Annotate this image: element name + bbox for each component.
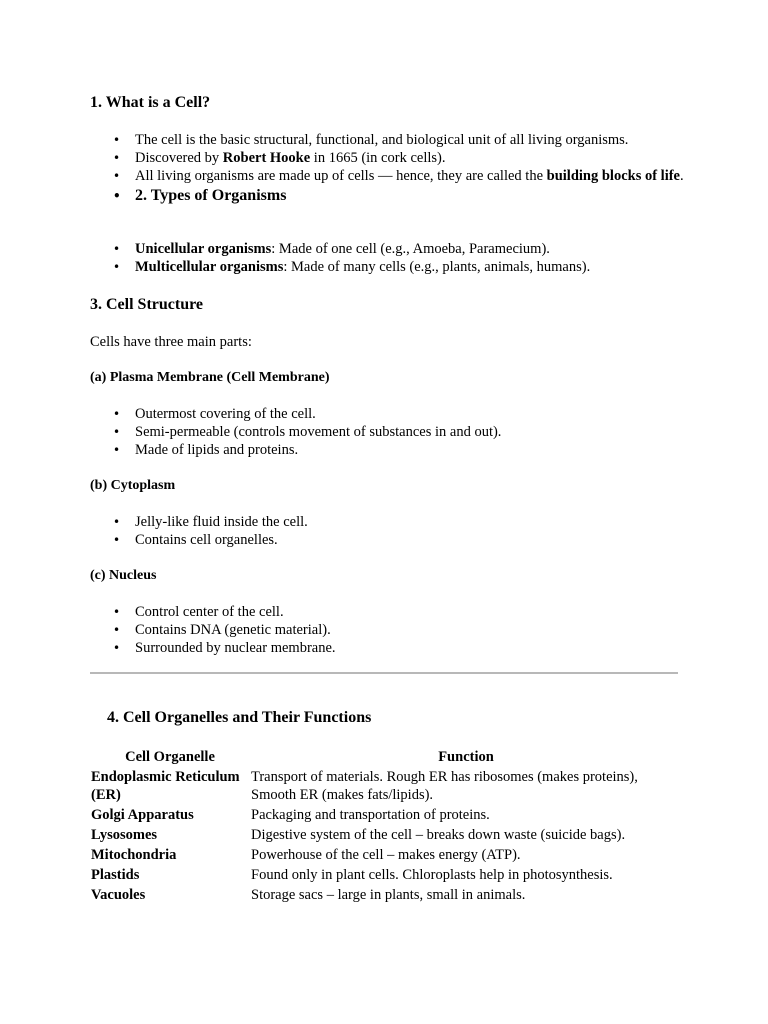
section-1-list — [90, 131, 725, 207]
organelle-cell: Vacuoles — [91, 887, 146, 903]
table-row — [90, 885, 682, 905]
subsection-a-list — [90, 405, 725, 459]
list-item: • Surrounded by nuclear membrane. — [135, 639, 725, 657]
list-item: • Made of lipids and proteins. — [135, 441, 725, 459]
subsection-b-list — [90, 513, 725, 549]
function-cell: Powerhouse of the cell – makes energy (ATP). — [251, 847, 521, 863]
table-row — [90, 865, 682, 885]
section-3-intro: Cells have three main parts: — [90, 334, 252, 350]
table-row — [90, 845, 682, 865]
section-4-heading: 4. Cell Organelles and Their Functions — [107, 709, 372, 726]
function-cell: Packaging and transportation of proteins. — [251, 807, 490, 823]
function-cell: Transport of materials. Rough ER has ribosomes (makes proteins), Smooth ER (makes fats/lipids). — [251, 769, 638, 803]
organelle-cell: Golgi Apparatus — [91, 807, 194, 823]
subsection-a-heading: (a) Plasma Membrane (Cell Membrane) — [90, 370, 330, 385]
list-item: • The cell is the basic structural, functional, and biological unit of all living organisms. — [135, 131, 725, 149]
function-cell: Storage sacs – large in plants, small in animals. — [251, 887, 526, 903]
organelle-cell: Lysosomes — [91, 827, 158, 843]
subsection-c-heading: (c) Nucleus — [90, 568, 157, 583]
list-item: • Control center of the cell. — [135, 603, 725, 621]
table-header-row — [90, 747, 682, 767]
list-item: • Unicellular organisms: Made of one cell (e.g., Amoeba, Paramecium). — [135, 240, 725, 258]
horizontal-rule — [90, 672, 678, 674]
subsection-c-list — [90, 603, 725, 657]
organelle-cell: Mitochondria — [91, 847, 177, 863]
list-item: • Multicellular organisms: Made of many cells (e.g., plants, animals, humans). — [135, 258, 725, 276]
column-header: Cell Organelle — [125, 749, 215, 765]
table-row — [90, 767, 682, 805]
list-item: • Discovered by Robert Hooke in 1665 (in cork cells). — [135, 149, 725, 167]
list-item: • Contains DNA (genetic material). — [135, 621, 725, 639]
function-cell: Found only in plant cells. Chloroplasts help in photosynthesis. — [251, 867, 613, 883]
function-cell: Digestive system of the cell – breaks down waste (suicide bags). — [251, 827, 626, 843]
organelle-table — [90, 747, 682, 905]
subsection-b-heading: (b) Cytoplasm — [90, 478, 176, 493]
table-row — [90, 805, 682, 825]
list-item: • Semi-permeable (controls movement of substances in and out). — [135, 423, 725, 441]
list-item: • Contains cell organelles. — [135, 531, 725, 549]
section-3-heading: 3. Cell Structure — [90, 296, 204, 313]
list-item: • All living organisms are made up of cells — hence, they are called the building blocks of life. — [135, 167, 725, 185]
list-item: • Outermost covering of the cell. — [135, 405, 725, 423]
table-row — [90, 825, 682, 845]
list-item: • Jelly-like fluid inside the cell. — [135, 513, 725, 531]
organelle-cell: Endoplasmic Reticulum (ER) — [91, 769, 240, 803]
section-1-heading: 1. What is a Cell? — [90, 94, 211, 111]
section-2-list — [90, 240, 725, 276]
column-header: Function — [438, 749, 494, 765]
organelle-cell: Plastids — [91, 867, 140, 883]
section-2-heading: • 2. Types of Organisms — [135, 185, 725, 207]
